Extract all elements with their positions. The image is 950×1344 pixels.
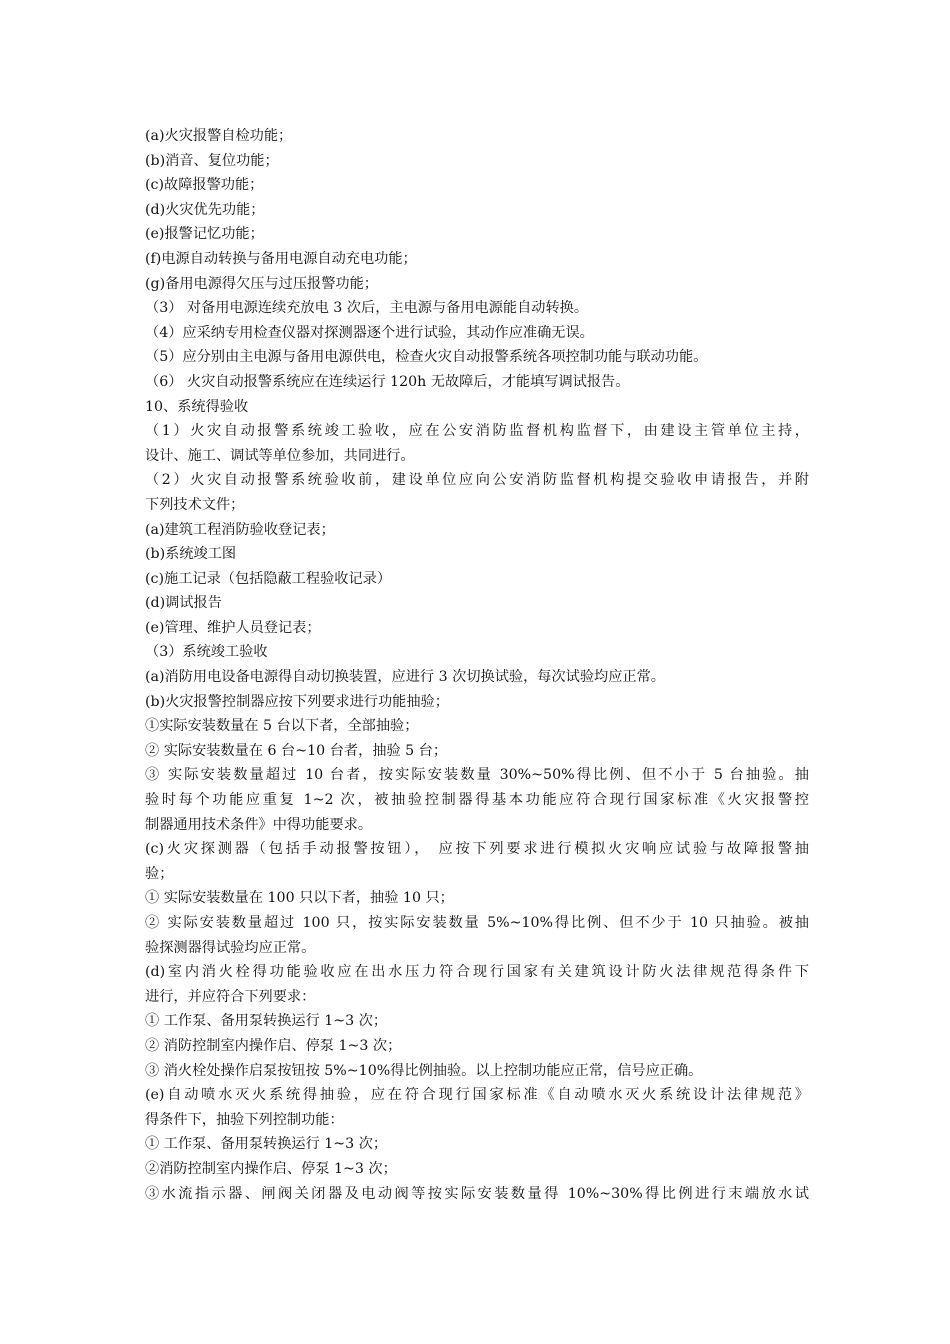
text-line: （4）应采纳专用检查仪器对探测器逐个进行试验，其动作应准确无误。 [145, 324, 594, 341]
text-line: (d)火灾优先功能； [145, 201, 265, 218]
text-line: （6） 火灾自动报警系统应在连续运行 120h 无故障后，才能填写调试报告。 [145, 373, 630, 390]
text-line: (e)自动喷水灭火系统得抽验，应在符合现行国家标准《自动喷水灭火系统设计法律规范》 [145, 1087, 809, 1104]
text-line: (a)火灾报警自检功能； [145, 128, 293, 144]
text-line: ② 实际安装数量在 6 台~10 台者，抽验 5 台； [145, 742, 448, 759]
text-line: ②消防控制室内操作启、停泵 1~3 次； [145, 1160, 397, 1177]
text-line: (b)消音、复位功能； [145, 152, 279, 169]
text-line: 制器通用技术条件》中得功能要求。 [145, 816, 373, 833]
text-line: (c)火灾探测器（包括手动报警按钮）， 应按下列要求进行模拟火灾响应试验与故障报警抽 [145, 841, 809, 858]
text-line: 进行，并应符合下列要求： [145, 988, 316, 1005]
text-line: (e)报警记忆功能； [145, 226, 264, 243]
text-line: (d)室内消火栓得功能验收应在出水压力符合现行国家有关建筑设计防火法律规范得条件下 [145, 964, 809, 981]
text-line: （5）应分别由主电源与备用电源供电，检查火灾自动报警系统各项控制功能与联动功能。 [145, 349, 708, 366]
text-line: ① 工作泵、备用泵转换运行 1~3 次； [145, 1013, 388, 1030]
text-line: ① 实际安装数量在 100 只以下者，抽验 10 只； [145, 890, 454, 907]
text-line: ③ 消火栓处操作启泵按钮按 5%~10%得比例抽验。以上控制功能应正常，信号应正确。 [145, 1062, 703, 1079]
text-line: (a)消防用电设备电源得自动切换装置，应进行 3 次切换试验，每次试验均应正常。 [145, 669, 665, 686]
text-line: 设计、施工、调试等单位参加，共同进行。 [145, 447, 415, 464]
text-line: ③水流指示器、闸阀关闭器及电动阀等按实际安装数量得 10%~30%得比例进行末端放水试 [145, 1185, 809, 1202]
text-line: （2）火灾自动报警系统验收前，建设单位应向公安消防监督机构提交验收申请报告，并附 [145, 472, 809, 489]
text-line: 下列技术文件； [145, 496, 245, 513]
text-line: (b)系统竣工图 [145, 546, 237, 563]
text-line: (b)火灾报警控制器应按下列要求进行功能抽验； [145, 693, 449, 710]
document-body [145, 124, 809, 1206]
text-line: ①实际安装数量在 5 台以下者，全部抽验； [145, 718, 419, 735]
text-line: （3）系统竣工验收 [145, 644, 268, 661]
text-line: ① 工作泵、备用泵转换运行 1~3 次； [145, 1136, 388, 1153]
text-line: ② 实际安装数量超过 100 只，按实际安装数量 5%~10%得比例、但不少于 10 只抽验。被抽 [145, 915, 809, 931]
text-line: 验探测器得试验均应正常。 [145, 939, 316, 956]
text-line: 得条件下，抽验下列控制功能： [145, 1111, 344, 1128]
text-line: 验； [145, 865, 174, 882]
text-line: (d)调试报告 [145, 595, 222, 612]
text-line: (e)管理、维护人员登记表； [145, 619, 321, 636]
text-line: ② 消防控制室内操作启、停泵 1~3 次； [145, 1037, 402, 1054]
text-line: (f)电源自动转换与备用电源自动充电功能； [145, 250, 417, 267]
text-line: ③ 实际安装数量超过 10 台者，按实际安装数量 30%~50%得比例、但不小于 5 台抽验。抽 [145, 767, 809, 784]
text-line: 验时每个功能应重复 1~2 次，被抽验控制器得基本功能应符合现行国家标准《火灾报警控 [145, 792, 809, 809]
text-line: (c)故障报警功能； [145, 177, 264, 194]
text-line: (c)施工记录（包括隐蔽工程验收记录） [145, 570, 392, 587]
section-heading: 10、系统得验收 [145, 398, 249, 415]
text-line: (g)备用电源得欠压与过压报警功能； [145, 275, 378, 292]
text-line: （1）火灾自动报警系统竣工验收，应在公安消防监督机构监督下，由建设主管单位主持， [145, 423, 809, 440]
text-line: （3） 对备用电源连续充放电 3 次后，主电源与备用电源能自动转换。 [145, 300, 589, 317]
text-line: (a)建筑工程消防验收登记表； [145, 521, 335, 538]
